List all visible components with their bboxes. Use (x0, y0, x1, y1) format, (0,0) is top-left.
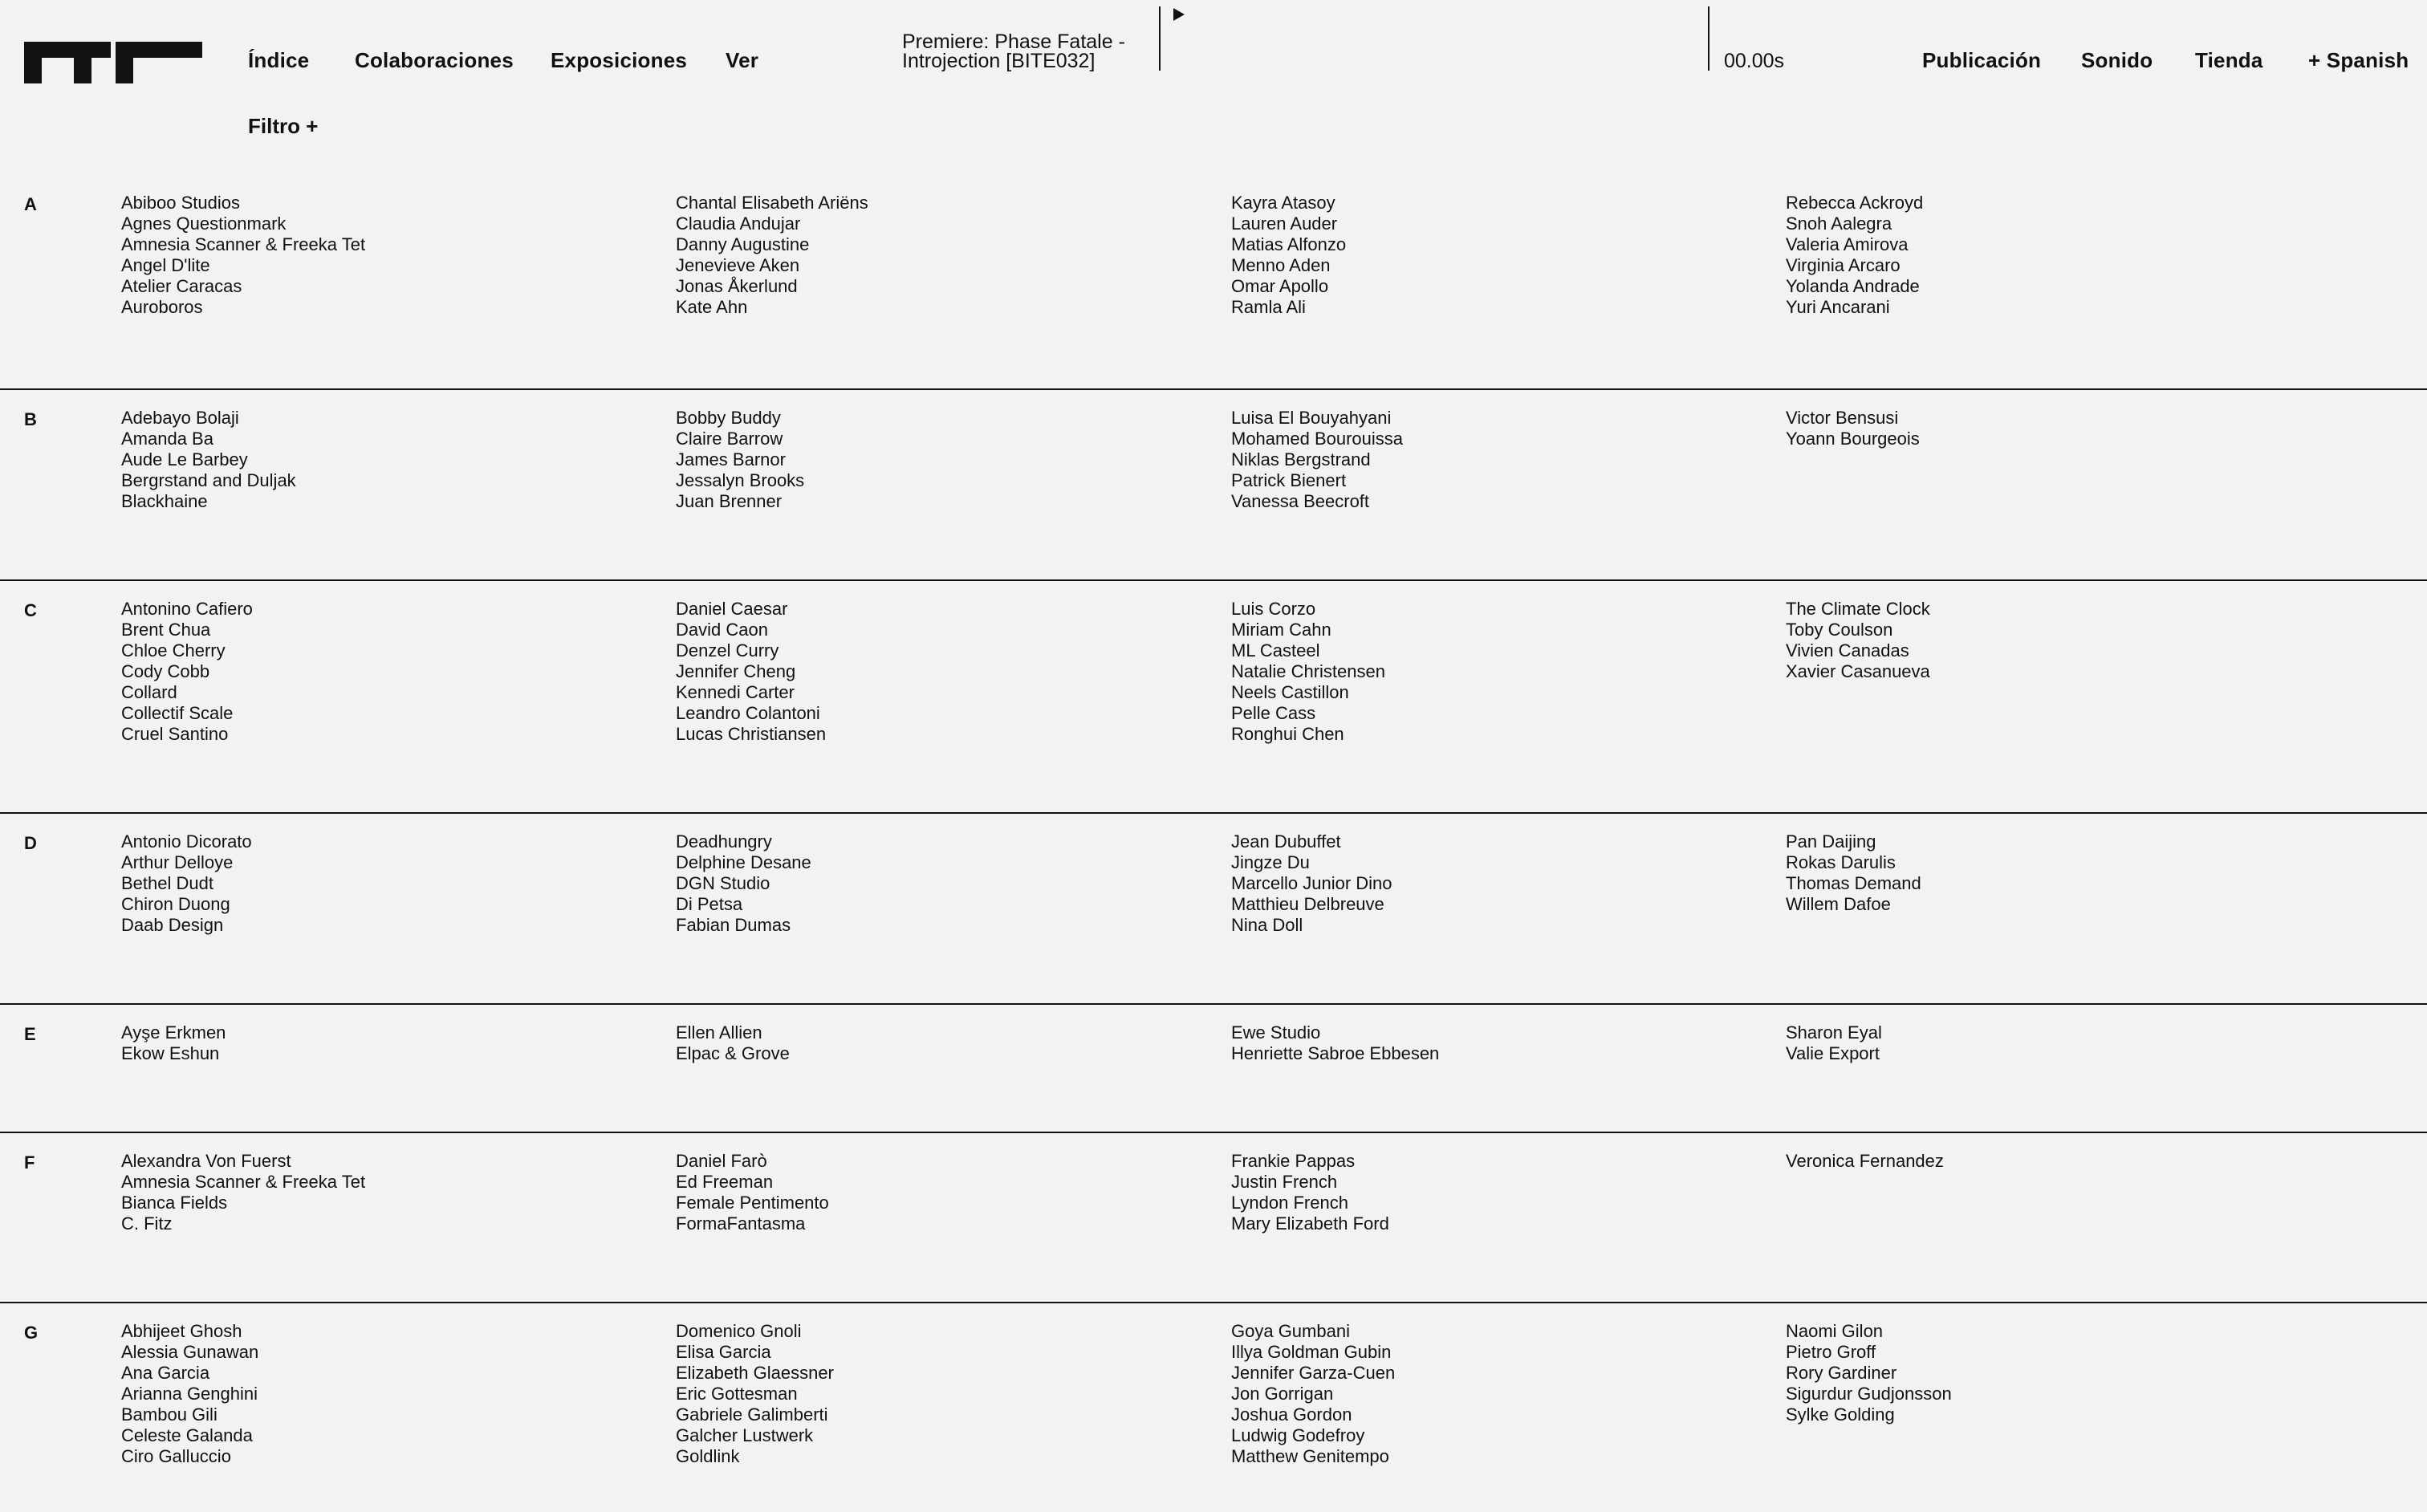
artist-link[interactable]: Xavier Casanueva (1786, 661, 1930, 681)
artist-link[interactable]: Vanessa Beecroft (1231, 491, 1370, 511)
artist-link[interactable]: Amnesia Scanner & Freeka Tet (121, 1172, 366, 1192)
artist-link[interactable]: Gabriele Galimberti (676, 1404, 828, 1425)
artist-column (1786, 1321, 1952, 1425)
artist-link[interactable]: Vivien Canadas (1786, 640, 1909, 660)
artist-link[interactable]: Omar Apollo (1231, 276, 1329, 296)
artist-link[interactable]: Sylke Golding (1786, 1404, 1895, 1425)
artist-link[interactable]: Leandro Colantoni (676, 703, 820, 723)
artist-link[interactable]: Nina Doll (1231, 915, 1303, 935)
artist-link[interactable]: Collard (121, 682, 177, 702)
artist-link[interactable]: Amnesia Scanner & Freeka Tet (121, 234, 366, 254)
artist-column (676, 193, 868, 318)
artist-link[interactable]: Matthew Genitempo (1231, 1446, 1389, 1466)
section-letter: B (24, 409, 37, 429)
artist-link[interactable]: Aude Le Barbey (121, 449, 248, 469)
artist-link[interactable]: Jenevieve Aken (676, 255, 800, 275)
playback-time: 00.00s (1724, 50, 1785, 72)
artist-link[interactable]: Bethel Dudt (121, 873, 213, 893)
play-icon[interactable] (1172, 6, 1188, 22)
artist-link[interactable]: Chantal Elisabeth Ariëns (676, 193, 868, 213)
artist-link[interactable]: Victor Bensusi (1786, 408, 1899, 428)
artist-link[interactable]: Henriette Sabroe Ebbesen (1231, 1043, 1440, 1063)
artist-column (121, 193, 365, 318)
artist-link[interactable]: Chiron Duong (121, 894, 230, 914)
artist-link[interactable]: Auroboros (121, 297, 203, 317)
artist-link[interactable]: Claire Barrow (676, 429, 783, 449)
artist-link[interactable]: Yoann Bourgeois (1786, 429, 1920, 449)
artist-link[interactable]: Jennifer Cheng (676, 661, 796, 681)
section-c (0, 581, 2427, 814)
artist-link[interactable]: Ramla Ali (1231, 297, 1306, 317)
artist-column (1231, 831, 1392, 936)
artist-column (121, 1022, 226, 1064)
artist-link[interactable]: Deadhungry (676, 831, 772, 852)
artist-link[interactable]: Jingze Du (1231, 852, 1310, 872)
artist-link[interactable]: Blackhaine (121, 491, 208, 511)
artist-link[interactable]: Arthur Delloye (121, 852, 234, 872)
artist-link[interactable]: Willem Dafoe (1786, 894, 1891, 914)
artist-link[interactable]: ML Casteel (1231, 640, 1320, 660)
artist-link[interactable]: Goldlink (676, 1446, 740, 1466)
artist-link[interactable]: Delphine Desane (676, 852, 811, 872)
artist-link[interactable]: Illya Goldman Gubin (1231, 1342, 1392, 1362)
section-b (0, 390, 2427, 581)
artist-link[interactable]: Di Petsa (676, 894, 743, 914)
artist-link[interactable]: Collectif Scale (121, 703, 234, 723)
artist-link[interactable]: Pan Daijing (1786, 831, 1876, 852)
artist-column (121, 1321, 258, 1467)
artist-column (1786, 831, 1921, 915)
artist-link[interactable]: Valie Export (1786, 1043, 1880, 1063)
artist-link[interactable]: Brent Chua (121, 620, 211, 640)
artist-link[interactable]: Mohamed Bourouissa (1231, 429, 1404, 449)
header (0, 0, 2427, 177)
nav-tienda[interactable]: Tienda (2195, 48, 2263, 72)
artist-link[interactable]: C. Fitz (121, 1213, 173, 1234)
artist-link[interactable]: Mary Elizabeth Ford (1231, 1213, 1389, 1234)
section-g (0, 1303, 2427, 1512)
site-logo[interactable] (24, 42, 202, 83)
player-divider-left (1159, 6, 1161, 71)
artist-column (676, 831, 811, 936)
artist-link[interactable]: Neels Castillon (1231, 682, 1349, 702)
artist-link[interactable]: Ludwig Godefroy (1231, 1425, 1365, 1445)
artist-link[interactable]: Ayşe Erkmen (121, 1022, 226, 1043)
artist-link[interactable]: Jean Dubuffet (1231, 831, 1341, 852)
artist-link[interactable]: Elizabeth Glaessner (676, 1363, 834, 1383)
section-a (0, 193, 2427, 390)
artist-link[interactable]: Goya Gumbani (1231, 1321, 1350, 1341)
artist-column (121, 831, 252, 936)
artist-link[interactable]: Menno Aden (1231, 255, 1331, 275)
artist-link[interactable]: Ekow Eshun (121, 1043, 220, 1063)
artist-column (1231, 1321, 1395, 1467)
artist-link[interactable]: Matthieu Delbreuve (1231, 894, 1384, 914)
artist-link[interactable]: Bobby Buddy (676, 408, 781, 428)
artist-link[interactable]: Bergrstand and Duljak (121, 470, 296, 490)
artist-link[interactable]: Elpac & Grove (676, 1043, 790, 1063)
artist-link[interactable]: Galcher Lustwerk (676, 1425, 814, 1445)
artist-link[interactable]: Claudia Andujar (676, 213, 801, 234)
artist-link[interactable]: Eric Gottesman (676, 1384, 798, 1404)
artist-link[interactable]: Antonino Cafiero (121, 599, 253, 619)
section-letter: G (24, 1323, 39, 1343)
artist-link[interactable]: Marcello Junior Dino (1231, 873, 1392, 893)
section-letter: C (24, 600, 37, 620)
artist-link[interactable]: Female Pentimento (676, 1193, 829, 1213)
artist-column (676, 1151, 829, 1234)
artist-link[interactable]: Jennifer Garza-Cuen (1231, 1363, 1396, 1383)
track-title[interactable]: Premiere: Phase Fatale - Introjection [BITE032] (902, 30, 1125, 72)
artist-link[interactable]: Angel D'lite (121, 255, 210, 275)
nav-sonido[interactable]: Sonido (2081, 48, 2153, 72)
nav-exposiciones[interactable]: Exposiciones (551, 48, 688, 72)
artist-link[interactable]: Arianna Genghini (121, 1384, 258, 1404)
artist-link[interactable]: Danny Augustine (676, 234, 810, 254)
artist-link[interactable]: Virginia Arcaro (1786, 255, 1901, 275)
artist-link[interactable]: Bambou Gili (121, 1404, 217, 1425)
artist-link[interactable]: Alessia Gunawan (121, 1342, 259, 1362)
artist-column (676, 1321, 834, 1467)
nav-colaboraciones[interactable]: Colaboraciones (355, 48, 514, 72)
artist-link[interactable]: Rory Gardiner (1786, 1363, 1897, 1383)
artist-link[interactable]: Justin French (1231, 1172, 1338, 1192)
artist-link[interactable]: Kate Ahn (676, 297, 748, 317)
artist-link[interactable]: Lucas Christiansen (676, 724, 827, 744)
artist-link[interactable]: Matias Alfonzo (1231, 234, 1347, 254)
section-letter: A (24, 194, 37, 214)
artist-link[interactable]: Rokas Darulis (1786, 852, 1896, 872)
artist-link[interactable]: Ewe Studio (1231, 1022, 1321, 1043)
section-letter: D (24, 833, 37, 853)
artist-column (1786, 1022, 1882, 1064)
artist-link[interactable]: Daab Design (121, 915, 224, 935)
artist-link[interactable]: Snoh Aalegra (1786, 213, 1892, 234)
artist-link[interactable]: Miriam Cahn (1231, 620, 1331, 640)
artist-link[interactable]: Adebayo Bolaji (121, 408, 239, 428)
artist-link[interactable]: Atelier Caracas (121, 276, 242, 296)
artist-column (121, 408, 296, 512)
artist-link[interactable]: Jessalyn Brooks (676, 470, 805, 490)
artist-link[interactable]: Niklas Bergstrand (1231, 449, 1371, 469)
artist-link[interactable]: Naomi Gilon (1786, 1321, 1884, 1341)
artist-link[interactable]: Daniel Caesar (676, 599, 788, 619)
artist-link[interactable]: Frankie Pappas (1231, 1151, 1356, 1171)
artist-link[interactable]: Veronica Fernandez (1786, 1151, 1944, 1171)
artist-link[interactable]: Valeria Amirova (1786, 234, 1909, 254)
artist-index (0, 193, 2427, 1512)
artist-link[interactable]: Daniel Farò (676, 1151, 767, 1171)
artist-link[interactable]: Luisa El Bouyahyani (1231, 408, 1392, 428)
artist-link[interactable]: Lyndon French (1231, 1193, 1348, 1213)
artist-link[interactable]: Pelle Cass (1231, 703, 1316, 723)
artist-link[interactable]: David Caon (676, 620, 768, 640)
nav-indice[interactable]: Índice (248, 48, 310, 72)
player-divider-right (1708, 6, 1709, 71)
artist-link[interactable]: Celeste Galanda (121, 1425, 253, 1445)
artist-link[interactable]: Abiboo Studios (121, 193, 240, 213)
artist-column (1231, 408, 1403, 512)
artist-link[interactable]: Luis Corzo (1231, 599, 1316, 619)
artist-link[interactable]: Juan Brenner (676, 491, 783, 511)
artist-link[interactable]: FormaFantasma (676, 1213, 806, 1234)
section-e (0, 1005, 2427, 1133)
artist-column (676, 1022, 790, 1064)
artist-link[interactable]: Cody Cobb (121, 661, 210, 681)
artist-link[interactable]: Agnes Questionmark (121, 213, 287, 234)
artist-link[interactable]: Antonio Dicorato (121, 831, 252, 852)
artist-link[interactable]: Jon Gorrigan (1231, 1384, 1334, 1404)
artist-link[interactable]: Sigurdur Gudjonsson (1786, 1384, 1952, 1404)
artist-column (121, 1151, 365, 1234)
artist-link[interactable]: Ed Freeman (676, 1172, 774, 1192)
artist-link[interactable]: Domenico Gnoli (676, 1321, 802, 1341)
artist-link[interactable]: Yolanda Andrade (1786, 276, 1920, 296)
artist-column (676, 599, 826, 745)
artist-column (1231, 1151, 1389, 1234)
artist-column (1231, 1022, 1439, 1064)
artist-link[interactable]: Abhijeet Ghosh (121, 1321, 242, 1341)
artist-link[interactable]: Amanda Ba (121, 429, 213, 449)
section-letter: E (24, 1024, 36, 1044)
artist-link[interactable]: Ana Garcia (121, 1363, 210, 1383)
artist-link[interactable]: Natalie Christensen (1231, 661, 1385, 681)
artist-link[interactable]: Bianca Fields (121, 1193, 228, 1213)
artist-link[interactable]: Kennedi Carter (676, 682, 795, 702)
artist-link[interactable]: Rebecca Ackroyd (1786, 193, 1924, 213)
artist-link[interactable]: Yuri Ancarani (1786, 297, 1890, 317)
artist-column (1786, 193, 1923, 318)
artist-link[interactable]: Kayra Atasoy (1231, 193, 1335, 213)
language-toggle[interactable]: + Spanish (2308, 48, 2409, 72)
artist-link[interactable]: Chloe Cherry (121, 640, 226, 660)
section-d (0, 814, 2427, 1005)
artist-column (1786, 599, 1930, 682)
nav-publicacion[interactable]: Publicación (1922, 48, 2042, 72)
artist-link[interactable]: DGN Studio (676, 873, 770, 893)
artist-column (121, 599, 253, 745)
artist-link[interactable]: Ellen Allien (676, 1022, 762, 1043)
artist-link[interactable]: Denzel Curry (676, 640, 779, 660)
artist-column (1786, 1151, 1944, 1172)
artist-column (676, 408, 804, 512)
artist-link[interactable]: Alexandra Von Fuerst (121, 1151, 291, 1171)
artist-link[interactable]: Patrick Bienert (1231, 470, 1347, 490)
artist-link[interactable]: Joshua Gordon (1231, 1404, 1352, 1425)
filter-toggle[interactable]: Filtro + (248, 114, 319, 138)
artist-link[interactable]: Fabian Dumas (676, 915, 791, 935)
artist-column (1231, 599, 1385, 745)
artist-link[interactable]: Ciro Galluccio (121, 1446, 231, 1466)
section-f (0, 1133, 2427, 1303)
artist-link[interactable]: Sharon Eyal (1786, 1022, 1882, 1043)
artist-column (1231, 193, 1346, 318)
artist-link[interactable]: James Barnor (676, 449, 786, 469)
artist-link[interactable]: Lauren Auder (1231, 213, 1338, 234)
artist-link[interactable]: Thomas Demand (1786, 873, 1921, 893)
artist-link[interactable]: The Climate Clock (1786, 599, 1930, 619)
artist-link[interactable]: Cruel Santino (121, 724, 229, 744)
artist-column (1786, 408, 1920, 449)
artist-link[interactable]: Jonas Åkerlund (676, 276, 798, 296)
artist-link[interactable]: Toby Coulson (1786, 620, 1893, 640)
nav-ver[interactable]: Ver (726, 48, 759, 72)
artist-link[interactable]: Pietro Groff (1786, 1342, 1876, 1362)
section-letter: F (24, 1152, 35, 1173)
artist-link[interactable]: Ronghui Chen (1231, 724, 1344, 744)
artist-link[interactable]: Elisa Garcia (676, 1342, 771, 1362)
